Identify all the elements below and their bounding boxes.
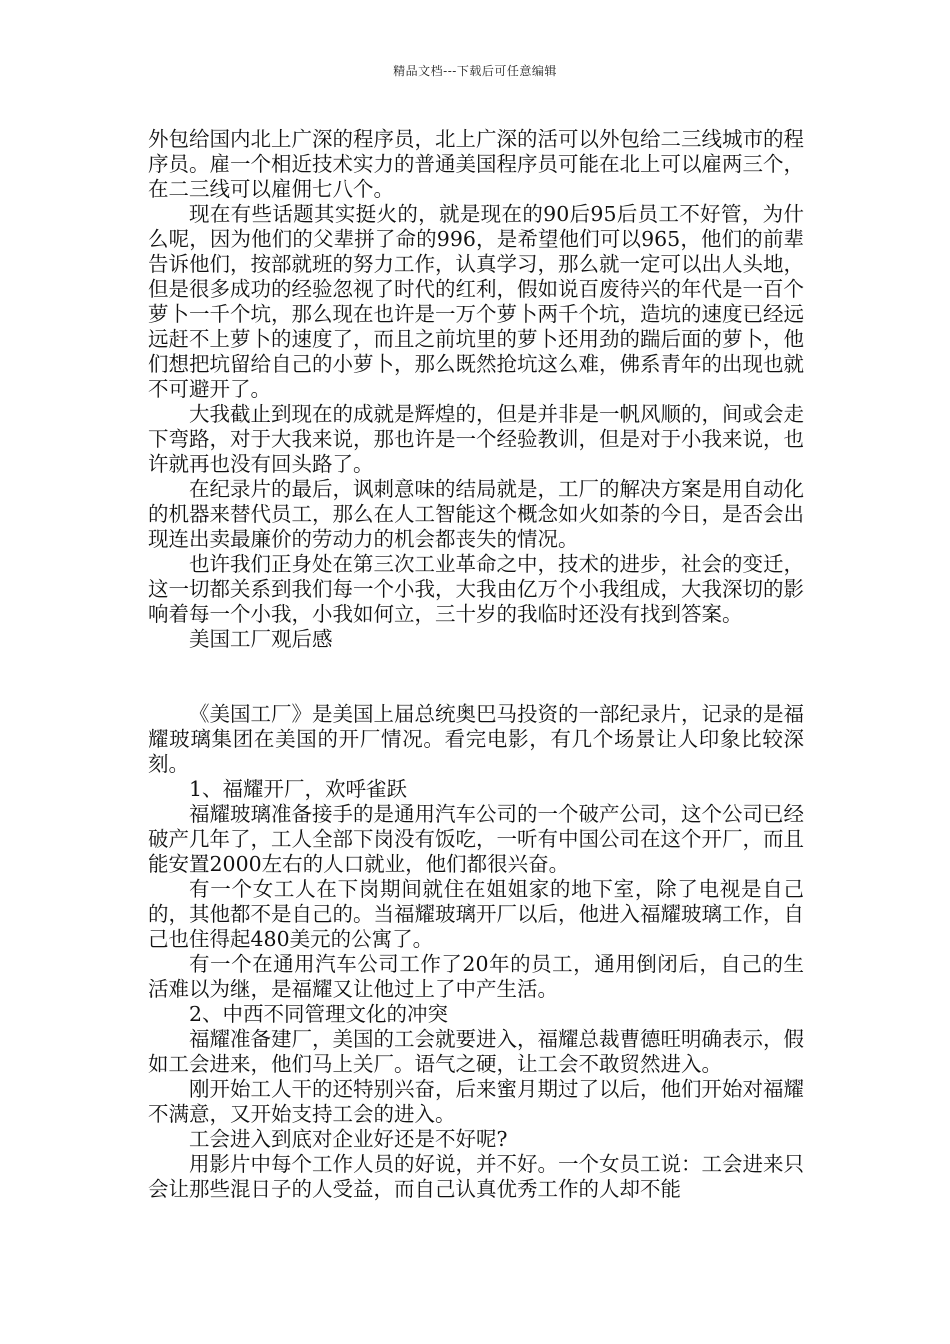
paragraph: 在纪录片的最后，讽刺意味的结局就是，工厂的解决方案是用自动化的机器来替代员工，那么在人工智能这个概念如火如荼的今日，是否会出现连出卖最廉价的劳动力的机会都丧失的情况。 — [148, 477, 804, 551]
paragraph: 福耀玻璃准备接手的是通用汽车公司的一个破产公司，这个公司已经破产几年了，工人全部下岗没有饭吃，一听有中国公司在这个开厂，而且能安置2000左右的人口就业，他们都很兴奋。 — [148, 802, 804, 876]
paragraph: 刚开始工人干的还特别兴奋，后来蜜月期过了以后，他们开始对福耀不满意，又开始支持工会的进入。 — [148, 1077, 804, 1126]
paragraph: 《美国工厂》是美国上届总统奥巴马投资的一部纪录片，记录的是福耀玻璃集团在美国的开厂情况。看完电影，有几个场景让人印象比较深刻。 — [148, 702, 804, 776]
paragraph: 工会进入到底对企业好还是不好呢? — [189, 1127, 508, 1151]
paragraph: 现在有些话题其实挺火的，就是现在的90后95后员工不好管，为什么呢，因为他们的父辈拼了命的996，是希望他们可以965，他们的前辈告诉他们，按部就班的努力工作，认真学习，那么就一定可以出人头地，但是很多成功的经验忽视了时代的红利，假如说百废待兴的年代是一百个萝卜一千个坑，那么现在也许是一万个萝卜两千个坑，造坑的速度已经远远赶不上萝卜的速度了，而且之前坑里的萝卜还用劲的踹后面的萝卜，他们想把坑留给自己的小萝卜，那么既然抢坑这么难，佛系青年的出现也就不可避开了。 — [148, 202, 804, 401]
paragraph: 也许我们正身处在第三次工业革命之中，技术的进步，社会的变迁，这一切都关系到我们每一个小我，大我由亿万个小我组成，大我深切的影响着每一个小我，小我如何立，三十岁的我临时还没有找到答案。 — [148, 552, 804, 626]
paragraph: 外包给国内北上广深的程序员，北上广深的活可以外包给二三线城市的程序员。雇一个相近技术实力的普通美国程序员可能在北上可以雇两三个，在二三线可以雇佣七八个。 — [148, 127, 804, 201]
document-body — [148, 127, 804, 1202]
subheading: 1、福耀开厂，欢呼雀跃 — [189, 777, 408, 801]
paragraph: 用影片中每个工作人员的好说，并不好。一个女员工说：工会进来只会让那些混日子的人受益，而自己认真优秀工作的人却不能 — [148, 1152, 804, 1201]
subheading: 2、中西不同管理文化的冲突 — [189, 1002, 449, 1026]
paragraph: 大我截止到现在的成就是辉煌的，但是并非是一帆风顺的，间或会走下弯路，对于大我来说，那也许是一个经验教训，但是对于小我来说，也许就再也没有回头路了。 — [148, 402, 804, 476]
paragraph: 有一个在通用汽车公司工作了20年的员工，通用倒闭后，自己的生活难以为继，是福耀又让他过上了中产生活。 — [148, 952, 804, 1001]
blank-line — [148, 652, 804, 702]
paragraph: 福耀准备建厂，美国的工会就要进入，福耀总裁曹德旺明确表示，假如工会进来，他们马上关厂。语气之硬，让工会不敢贸然进入。 — [148, 1027, 804, 1076]
section-title: 美国工厂观后感 — [189, 627, 333, 651]
paragraph: 有一个女工人在下岗期间就住在姐姐家的地下室，除了电视是自己的，其他都不是自己的。当福耀玻璃开厂以后，他进入福耀玻璃工作，自己也住得起480美元的公寓了。 — [148, 877, 804, 951]
page-header: 精品文档---下载后可任意编辑 — [393, 64, 557, 78]
